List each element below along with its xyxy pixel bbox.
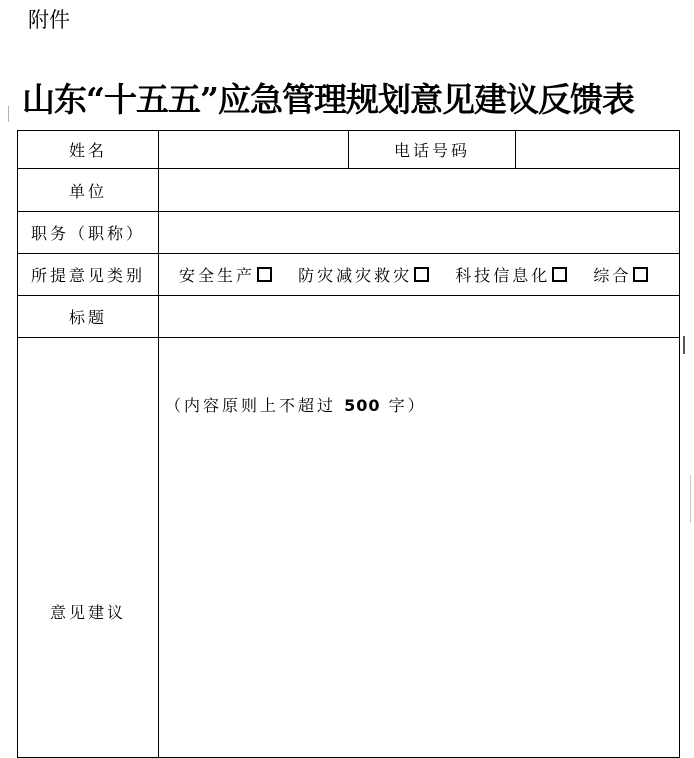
- category-option-safety[interactable]: 安全生产: [179, 266, 272, 285]
- phone-label: 电话号码: [349, 131, 516, 169]
- form-title: 山东“十五五”应急管理规划意见建议反馈表: [22, 80, 634, 119]
- position-field[interactable]: [159, 212, 680, 254]
- topic-label: 标题: [18, 296, 159, 338]
- checkbox-icon[interactable]: [414, 267, 429, 282]
- feedback-form-table: [17, 130, 680, 758]
- row-name-phone: [18, 131, 680, 169]
- margin-marker: [8, 106, 12, 122]
- category-option-tech[interactable]: 科技信息化: [455, 266, 567, 285]
- name-field[interactable]: [159, 131, 349, 169]
- position-label: 职务（职称）: [18, 212, 159, 254]
- suggestion-field[interactable]: [159, 338, 680, 758]
- checkbox-icon[interactable]: [257, 267, 272, 282]
- name-label: 姓名: [18, 131, 159, 169]
- topic-field[interactable]: [159, 296, 680, 338]
- suggestion-note-number: 500: [344, 396, 381, 415]
- category-options: [159, 254, 680, 296]
- page-edge-marker: [690, 475, 694, 523]
- row-category: [18, 254, 680, 296]
- attachment-label: 附件: [28, 8, 70, 32]
- unit-label: 单位: [18, 169, 159, 212]
- suggestion-note-prefix: （内容原则上不超过: [165, 396, 337, 415]
- phone-field[interactable]: [516, 131, 680, 169]
- suggestion-note-suffix: 字）: [388, 396, 427, 415]
- checkbox-icon[interactable]: [552, 267, 567, 282]
- suggestion-label: 意见建议: [18, 338, 159, 758]
- row-topic: [18, 296, 680, 338]
- checkbox-icon[interactable]: [633, 267, 648, 282]
- unit-field[interactable]: [159, 169, 680, 212]
- row-suggestion: [18, 338, 680, 758]
- category-option-disaster[interactable]: 防灾减灾救灾: [298, 266, 429, 285]
- row-unit: [18, 169, 680, 212]
- row-position: [18, 212, 680, 254]
- category-label: 所提意见类别: [18, 254, 159, 296]
- category-option-general[interactable]: 综合: [593, 266, 648, 285]
- text-cursor: [683, 336, 685, 354]
